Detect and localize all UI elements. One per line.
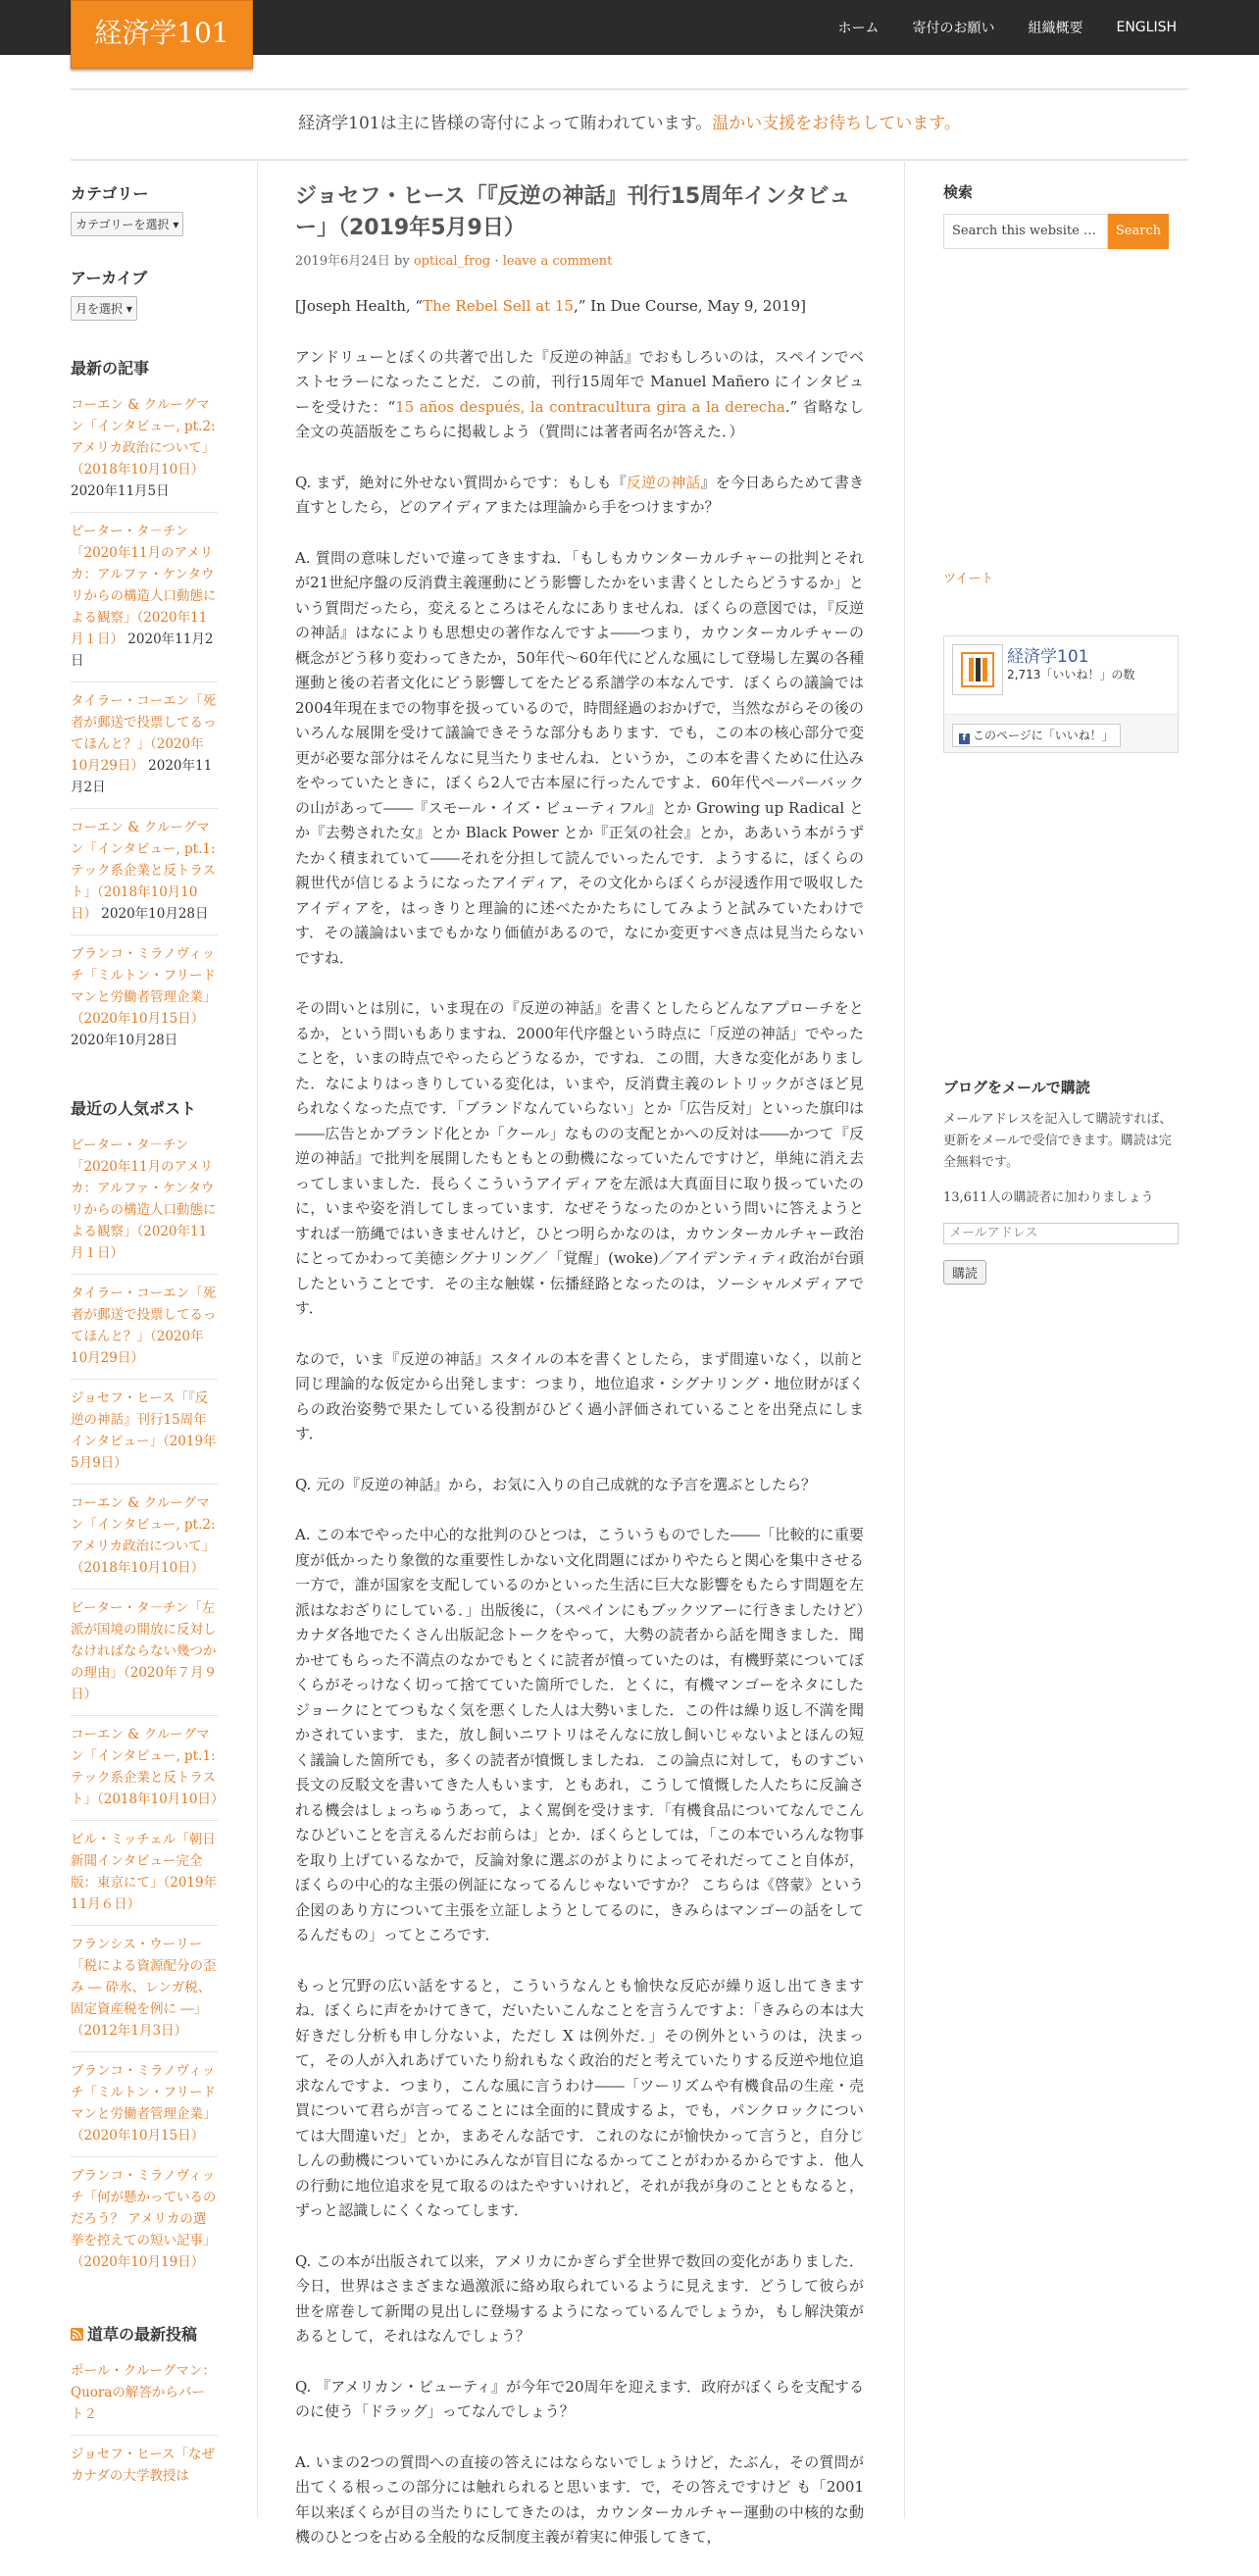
post-date: 2020年11月2日 — [71, 631, 214, 669]
popular-post-link[interactable]: ブランコ・ミラノヴィッチ「ミルトン・フリードマンと労働者管理企業」（2020年10月15日） — [71, 2063, 217, 2144]
popular-post-link[interactable]: ブランコ・ミラノヴィッチ「何が懸かっているのだろう？ アメリカの選挙を控えての短い記事」（2020年10月19日） — [71, 2168, 217, 2270]
article — [295, 181, 864, 2576]
nav-donate[interactable]: 寄付のお願い — [912, 21, 995, 36]
nav-home[interactable]: ホーム — [837, 21, 880, 36]
list-item — [71, 513, 218, 682]
top-bar — [0, 0, 1259, 55]
question: Q. 元の『反逆の神話』から，お気に入りの自己成就的な予言を選ぶとしたら？ — [295, 1475, 817, 1493]
list-item — [71, 2157, 218, 2283]
banner-text: 経済学101は主に皆様の寄付によって賄われています。 — [298, 114, 713, 133]
list-item — [71, 935, 218, 1061]
article-date: 2019年6月24日 — [295, 254, 390, 269]
popular-post-link[interactable]: フランシス・ウーリー「税による資源配分の歪み ― 砕氷、レンガ税、固定資産税を例に ―」（2012年1月3日） — [71, 1937, 217, 2039]
rss-link[interactable]: ポール・クルーグマン：Quoraの解答からパート２ — [71, 2363, 216, 2422]
list-item — [71, 1275, 218, 1380]
by-label: by — [394, 254, 410, 269]
popular-post-link[interactable]: コーエン & クルーグマン「インタビュー, pt.2: アメリカ政治について」（2018年10月10日） — [71, 1495, 216, 1576]
answer: もっと冗野の広い話をすると，こういうなんとも愉快な反応が繰り返し出てきますね．ぼくらに声をかけてきて，だいたいこんなことを言うんですよ：「きみらの本は大好きだし分析も申し分ないよ，ただし X は例外だ．」その例外というのは，決まって，その人が入れあげていたり紛れもなく政治的だと考えていたりする反逆や地位追求なんですよ．つまり，こんな風に言うわけ――「ツーリズムや有機食品の生産・売買について君らが言ってることには全面的に賛成するよ，でも，パンクロックについては大間違いだ」とか，まあそんな話です．これのなにが愉快かって言うと，自分じしんの動機についていかにみんなが盲目になるかってことがわかるからですよ．他人の行動に地位追求を見て取るのはたやすいけれど，それが我が身のことともなると，ずっと認識しにくくなってします． — [295, 1976, 864, 2219]
category-select[interactable]: カテゴリーを選択 ▾ — [71, 212, 183, 236]
search-input[interactable]: Search this website … — [943, 214, 1108, 249]
rss-title: 道草の最新投稿 — [71, 2322, 218, 2345]
nav-english[interactable]: ENGLISH — [1116, 20, 1177, 35]
search-button[interactable]: Search — [1108, 214, 1169, 249]
column-divider — [904, 162, 905, 2518]
separator: · — [494, 254, 499, 269]
main-nav — [804, 0, 1177, 55]
recent-post-link[interactable]: ピーター・タ－チン「2020年11月のアメリカ：アルファ・ケンタウリからの構造人口動態による観察」（2020年11月１日） — [71, 524, 217, 647]
answer: A. この本でやった中心的な批判のひとつは，こういうものでした――「比較的に重要度が低かったり象徴的な重要性しかない文化問題にばかりやたらと関心を集中させる一方で，誰が国家を支配しているのかといった生活に巨大な影響をもたらす問題を左派はなおざりにしている．」出版後に，（スペインにもブックツアーに行きましたけど）カナダ各地でたくさん出版記念トークをやって，大勢の読者から話を聞きました．聞かせてもらった不満点のなかでもとくに読者が憤っていたのは，有機野菜についてぼくらがそっけなく切って捨てていた箇所でした．とくに，有機マンゴーをネタにしたジョークにとてつもなく気を悪くした人は大勢いました．この件は繰り返し不満を聞かされています．また，放し飼いニワトリはそんなに放し飼いじゃないよとほんの短く議論した箇所でも，多くの読者が憤慨しましたね．この論点に対して，ものすごい長文の反駁文を書いてきた人もいます．ともあれ，こうして憤慨した人たちに反論される機会はしょっちゅうあって，よく罵倒を受けます．「有機食品についてなんでこんなひどいことを言えるんだお前らは」とか．ぼくらとしては，「この本でいろんな物事を取り上げているなかで，反論対象に選ぶのがよりによってそれだってこと自体が，ぼくらの中心的な主張の例証になってるんじゃないですか？ こちらは《啓蒙》という企図のあり方について主張を立証しようとしてるのに，きみらはマンゴーの話をしてるんだもの」ってところです． — [295, 1526, 864, 1944]
list-item — [71, 2436, 218, 2497]
fb-footer — [944, 714, 1178, 752]
email-input[interactable]: メールアドレス — [943, 1223, 1179, 1244]
list-item — [71, 809, 218, 935]
question: Q. 『アメリカン・ビューティ』が今年で20周年を迎えます．政府がぼくらを支配するのに使う「ドラッグ」ってなんでしょう？ — [295, 2377, 864, 2420]
facebook-widget — [943, 635, 1179, 753]
archive-title: アーカイブ — [71, 269, 148, 287]
source-link[interactable]: The Rebel Sell at 15 — [423, 297, 574, 315]
popular-post-link[interactable]: ジョセフ・ヒース「『反逆の神話』刊行15周年インタビュー」（2019年5月9日） — [71, 1390, 217, 1471]
list-item — [71, 1380, 218, 1485]
donation-link[interactable]: 温かい支援をお待ちしています。 — [712, 114, 961, 133]
list-item — [71, 1485, 218, 1590]
nav-about[interactable]: 組織概要 — [1028, 21, 1083, 36]
left-sidebar — [71, 181, 225, 2497]
list-item — [71, 1127, 218, 1275]
post-date: 2020年10月28日 — [71, 1033, 178, 1048]
recent-post-link[interactable]: ブランコ・ミラノヴィッチ「ミルトン・フリードマンと労働者管理企業」（2020年10月15日） — [71, 946, 217, 1027]
site-logo[interactable]: 経済学101 — [71, 0, 253, 69]
list-item — [71, 682, 218, 809]
recent-post-link[interactable]: コーエン & クルーグマン「インタビュー, pt.2: アメリカ政治について」（2018年10月10日） — [71, 397, 216, 478]
question: Q. この本が出版されて以来，アメリカにかぎらず全世界で数回の変化がありました．今日，世界はさまざまな過激派に絡め取られているように見えます．どうして彼らが世を席巻して新聞の見出しに登場するようになっているんでしょうか，もし解決策があるとして，それはなんでしょう？ — [295, 2251, 864, 2345]
list-item — [71, 2352, 218, 2436]
fb-page-name[interactable]: 経済学101 — [1007, 647, 1089, 667]
answer: その問いとは別に，いま現在の『反逆の神話』を書くとしたらどんなアプローチをとるか，という問いもありますね．2000年代序盤という時点に「反逆の神話」でやったことを，いまの時点でやったらどうなるか，ですね．この間，大きな変化がありました．なによりはっきりしている変化は，いまや，反消費主義のレトリックがさほど見られなくなった点です．「ブランドなんていらない」とか「広告反対」といった旗印は――広告とかブランド化とか「クール」なものの支配とかへの反対は――かつて『反逆の神話』で批判を展開したもともとの動機になっていたんですけど，単純に消え去ってしまいました．長らくこういうアイディアを左派は大真面目に取り扱っていたのに，いまや姿を消してしまっています．なぜそうなったのかという問いに答えようとすれば一筋縄ではいきませんけど，ひとつ明らかなのは，カウンターカルチャー政治にとってかわって美徳シグナリング／「覚醒」(woke)／アイデンティティ政治が台頭したということです．その主な触媒・伝播経路となったのは，ソーシャルメディアです． — [295, 999, 864, 1317]
list-item — [71, 1926, 218, 2052]
answer: なので，いま『反逆の神話』スタイルの本を書くとしたら，まず間違いなく，以前と同じ理論的な仮定から出発します：つまり，地位追求・シグナリング・地位財がぼくらの政治姿勢で果たしている役割がひどく過小評価されていることを出発点にします． — [295, 1349, 864, 1442]
subscriber-count: 13,611人の購読者に加わりましょう — [943, 1190, 1154, 1205]
answer: A. 質問の意味しだいで違ってきますね．「もしもカウンターカルチャーの批判とそれが21世紀序盤の反消費主義運動にどう影響したかをいま書くとしたらどうするか」という質問だったら，変えるところはそんなにありませんね．ぼくらの意図では，『反逆の神話』はなによりも思想史の著作なんですよ――つまり，カウンターカルチャーの概念がどう移り変わってきたか，50年代～60年代にどんな風にして登場し左翼の各種運動と後の若者文化にどう影響してをたどる系譜学の本なんです．ぼくらの議論では2004年現在までの物事を扱っているので，時間経過のおかげで，当然ながらその後のいろんな展開を受けて議論できそうな部分もあります．でも，この本の核心部分で変更が必要な部分はそんなに見当たりませんね．というか，この本を書くために仕込みをやっていたときに，ぼくら2人で古本屋に行ったんですよ．60年代ペーパーバックの山があって――『スモール・イズ・ビューティフル』とか Growing up Radical とか『去勢された女』とか Black Power とか『正気の社会』とか，ああいう本がうずたかく積まれていて――それを分担して読んでいったんです．ようするに，ぼくらの親世代が信じるようになったアイディア，その文化からぼくらが浸透作用で吸収したアイディアを，はっきりと理論的に述べたかたちにしてみようと試みていたわけです．その議論はいまでもかなり価値があるので，なにか変更すべき点は見当たらないですね． — [295, 548, 864, 967]
tweet-button[interactable]: ツイート — [943, 572, 994, 586]
recent-post-link[interactable]: タイラー・コーエン「死者が郵送で投票してるってほんと？」（2020年10月29日） — [71, 693, 217, 774]
subscribe-button[interactable]: 購読 — [943, 1260, 986, 1285]
source-line: [Joseph Health, “The Rebel Sell at 15,” In Due Course, May 9, 2019] — [295, 297, 806, 315]
popular-post-link[interactable]: ビル・ミッチェル「朝日新聞インタビュー完全版：東京にて」（2019年11月６日） — [71, 1832, 218, 1912]
subscribe-title: ブログをメールで購読 — [943, 1079, 1090, 1096]
divider — [71, 88, 1188, 90]
popular-post-link[interactable]: タイラー・コーエン「死者が郵送で投票してるってほんと？」（2020年10月29日） — [71, 1286, 217, 1366]
interview-link[interactable]: 15 años después, la contracultura gira a la derecha — [395, 397, 785, 416]
rss-icon[interactable] — [71, 2328, 83, 2341]
question: Q. まず，絶対に外せない質問からです：もしも『反逆の神話』を今日あらためて書き直すとしたら，どのアイディアまたは理論から手をつけますか？ — [295, 473, 864, 516]
rss-link[interactable]: ジョセフ・ヒース「なぜカナダの大学教授は — [71, 2447, 216, 2484]
list-item — [71, 2052, 218, 2157]
popular-title: 最近の人気ポスト — [71, 1099, 197, 1118]
column-divider — [257, 162, 258, 2518]
author-link[interactable]: optical_frog — [413, 254, 491, 269]
article-meta — [295, 250, 864, 269]
donation-banner — [71, 98, 1188, 149]
archive-select[interactable]: 月を選択 ▾ — [71, 296, 137, 321]
list-item — [71, 1716, 225, 1821]
list-item — [71, 386, 218, 513]
article-title: ジョセフ・ヒース「『反逆の神話』刊行15周年インタビュー」（2019年5月9日） — [295, 184, 851, 240]
search-form — [943, 214, 1179, 249]
paragraph: アンドリューとぼくの共著で出した『反逆の神話』でおもしろいのは，スペインでベストセラーになったことだ．この前，刊行15周年で Manuel Mañero にインタビューを受けた：“15 años después, la contracultura gira a la derecha.” 省略なし全文の英語版をこちらに掲載しよう（質問には著者両名が答えた．） — [295, 347, 864, 440]
right-sidebar — [943, 181, 1179, 1285]
popular-post-link[interactable]: ピーター・タ－チン「左派が国境の開放に反対しなければならない幾つかの理由」（2020年７月９日） — [71, 1600, 218, 1702]
comment-link[interactable]: leave a comment — [502, 254, 613, 269]
post-date: 2020年11月2日 — [71, 758, 213, 795]
popular-post-link[interactable]: コーエン & クルーグマン「インタビュー, pt.1: テック系企業と反トラスト」（2018年10月10日） — [71, 1727, 225, 1807]
fb-like-count: 2,713「いいね！」の数 — [1007, 668, 1135, 682]
fb-like-button[interactable]: f このページに「いいね！」 — [952, 724, 1121, 747]
subscribe-description: メールアドレスを記入して購読すれば、更新をメールで受信できます。購読は完全無料です。 — [943, 1112, 1173, 1170]
answer: A. いまの2つの質問への直接の答えにはならないでしょうけど，たぶん，その質問が出てくる根っこの部分には触れられると思います．で，その答えですけど も「2001年以来ぼくらが目の当たりにしてきたのは，カウンターカルチャー運動の中核的な動機のひとつを占める全般的な反制度主義が着実に伸張してきて， — [295, 2452, 864, 2546]
divider — [71, 159, 1188, 161]
popular-post-link[interactable]: ピーター・タ－チン「2020年11月のアメリカ：アルファ・ケンタウリからの構造人口動態による観察」（2020年11月１日） — [71, 1137, 217, 1261]
facebook-icon: f — [959, 733, 970, 744]
book-link[interactable]: 反逆の神話 — [626, 473, 701, 491]
list-item — [71, 1821, 218, 1926]
recent-title: 最新の記事 — [71, 359, 150, 378]
post-date: 2020年10月28日 — [101, 906, 209, 922]
page-thumbnail-icon[interactable] — [952, 644, 1003, 695]
search-title: 検索 — [943, 183, 974, 201]
list-item — [71, 1590, 218, 1716]
recent-post-link[interactable]: コーエン & クルーグマン「インタビュー, pt.1: テック系企業と反トラスト」（2018年10月10日） — [71, 820, 217, 922]
post-date: 2020年11月5日 — [71, 483, 170, 499]
categories-title: カテゴリー — [71, 184, 149, 203]
